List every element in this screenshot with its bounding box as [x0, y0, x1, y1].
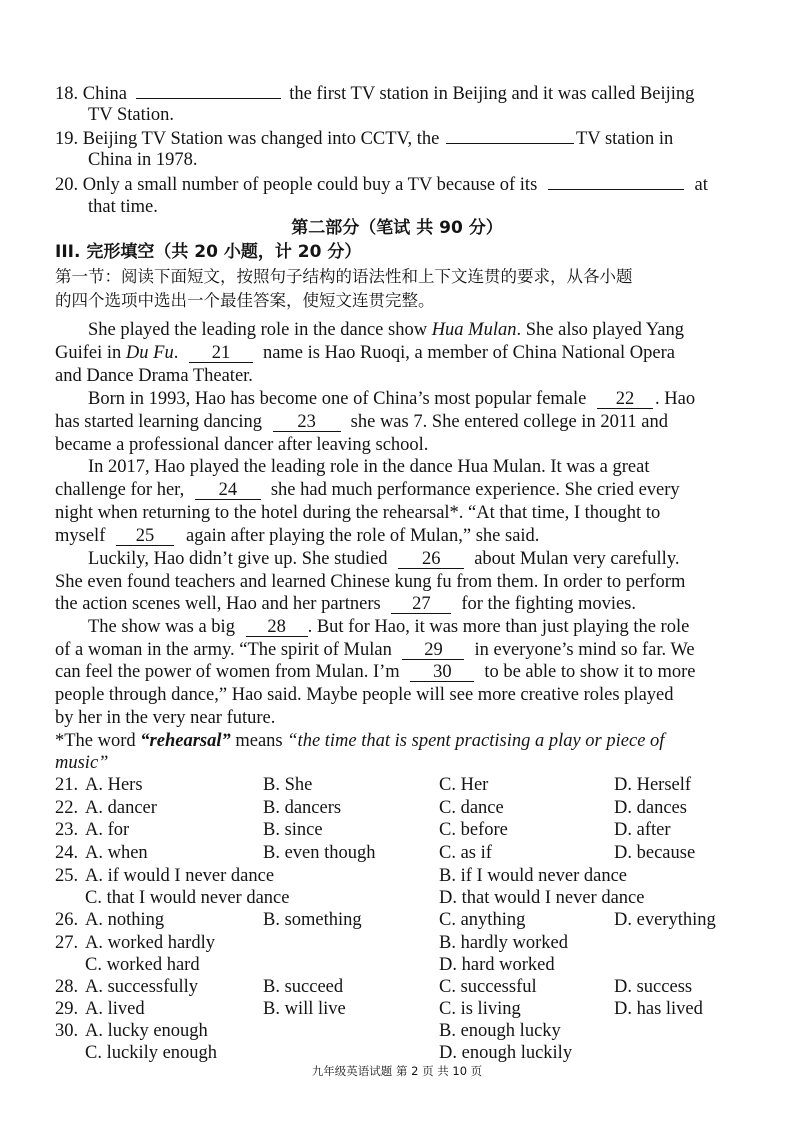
- option-a[interactable]: A. lived: [85, 999, 145, 1019]
- option-a[interactable]: A. if would I never dance: [85, 866, 275, 886]
- option-d[interactable]: D. dances: [614, 798, 687, 818]
- blank-26: 26: [398, 550, 464, 569]
- passage-line: [55, 479, 680, 501]
- blank-24: 24: [195, 481, 261, 500]
- option-number: 30.: [55, 1021, 79, 1041]
- blank-28: 28: [246, 618, 308, 637]
- footnote-definition: music”: [55, 753, 109, 773]
- instruction-line-2: 的四个选项中选出一个最佳答案，使短文连贯完整。: [55, 291, 435, 310]
- question-text: Only a small number of people could buy a TV because of its: [82, 175, 538, 195]
- passage-text: of a woman in the army. “The spirit of Mulan: [55, 640, 392, 660]
- option-d[interactable]: D. everything: [614, 910, 716, 930]
- option-a[interactable]: A. Hers: [85, 775, 143, 795]
- option-b[interactable]: B. She: [263, 775, 313, 795]
- option-a[interactable]: A. nothing: [85, 910, 165, 930]
- option-number: 25.: [55, 866, 79, 886]
- passage-text: Born in 1993, Hao has become one of China’s most popular female: [88, 389, 587, 409]
- option-number: 21.: [55, 775, 79, 795]
- blank-23: 23: [273, 413, 341, 432]
- answer-blank: [136, 82, 281, 99]
- option-b[interactable]: B. enough lucky: [439, 1021, 561, 1041]
- passage-text: Guifei in: [55, 343, 126, 363]
- question-text: that time.: [88, 197, 158, 217]
- passage-text: in everyone’s mind so far. We: [474, 640, 695, 660]
- option-number: 24.: [55, 843, 79, 863]
- option-c[interactable]: C. luckily enough: [85, 1043, 218, 1063]
- passage-line: [55, 525, 539, 547]
- passage-line: [88, 548, 680, 570]
- blank-22: 22: [597, 390, 653, 409]
- passage-text: . Hao: [655, 389, 696, 409]
- option-d[interactable]: D. enough luckily: [439, 1043, 573, 1063]
- blank-27: 27: [391, 595, 451, 614]
- section-title: [55, 241, 361, 263]
- footnote-text: *The word: [55, 731, 141, 751]
- question-20: [55, 173, 708, 196]
- passage-line: night when returning to the hotel during the rehearsal*. “At that time, I thought to: [55, 503, 661, 523]
- passage-line: [88, 388, 695, 410]
- answer-blank: [548, 173, 684, 190]
- option-c[interactable]: C. successful: [439, 977, 537, 997]
- question-text: TV Station.: [88, 105, 174, 125]
- question-text: at: [694, 175, 708, 195]
- part-title: 第二部分（笔试 共 90 分）: [291, 218, 503, 238]
- passage-line: [55, 593, 636, 615]
- passage-line: [55, 342, 675, 364]
- question-18: [55, 82, 694, 105]
- option-d[interactable]: D. hard worked: [439, 955, 555, 975]
- passage-text: can feel the power of women from Mulan. I’m: [55, 662, 400, 682]
- instruction-line-1: 第一节：阅读下面短文，按照句子结构的语法性和上下文连贯的要求，从各小题: [55, 267, 633, 286]
- passage-text: she was 7. She entered college in 2011 and: [350, 412, 668, 432]
- passage-text: She played the leading role in the dance show: [88, 320, 432, 340]
- question-18-cont: [88, 104, 174, 126]
- section-title-text: III. 完形填空（共 20 小题，计 20 分）: [55, 242, 362, 262]
- footnote: [55, 730, 664, 752]
- passage-line: became a professional dancer after leaving school.: [55, 435, 429, 455]
- passage-line: [88, 319, 684, 341]
- blank-29: 29: [402, 641, 464, 660]
- passage-text: myself: [55, 526, 106, 546]
- option-number: 22.: [55, 798, 79, 818]
- footnote-term: “rehearsal”: [140, 731, 231, 751]
- passage-text: for the fighting movies.: [461, 594, 637, 614]
- question-number: 18.: [55, 84, 79, 104]
- passage-text: she had much performance experience. She cried every: [270, 480, 680, 500]
- passage-line: She even found teachers and learned Chinese kung fu from them. In order to perform: [55, 572, 686, 592]
- option-d[interactable]: D. success: [614, 977, 693, 997]
- passage-text: the action scenes well, Hao and her partners: [55, 594, 381, 614]
- option-b[interactable]: B. hardly worked: [439, 933, 568, 953]
- question-text: Beijing TV Station was changed into CCTV, the: [82, 129, 440, 149]
- option-number: 23.: [55, 820, 79, 840]
- option-b[interactable]: B. will live: [263, 999, 346, 1019]
- option-b[interactable]: B. succeed: [263, 977, 344, 997]
- option-b[interactable]: B. dancers: [263, 798, 342, 818]
- option-b[interactable]: B. something: [263, 910, 362, 930]
- option-a[interactable]: A. successfully: [85, 977, 199, 997]
- passage-text: . She also played Yang: [516, 320, 685, 340]
- blank-30: 30: [410, 663, 474, 682]
- option-a[interactable]: A. lucky enough: [85, 1021, 208, 1041]
- blank-25: 25: [116, 527, 174, 546]
- question-text: China: [82, 84, 127, 104]
- passage-line: [55, 639, 695, 661]
- passage-italic: Du Fu: [125, 343, 174, 363]
- passage-text: again after playing the role of Mulan,” she said.: [185, 526, 540, 546]
- question-text: China in 1978.: [88, 150, 198, 170]
- passage-text: Luckily, Hao didn’t give up. She studied: [88, 549, 388, 569]
- passage-text: about Mulan very carefully.: [474, 549, 680, 569]
- option-number: 26.: [55, 910, 79, 930]
- option-number: 27.: [55, 933, 79, 953]
- footnote-definition: “the time that is spent practising a play or piece of: [287, 731, 665, 751]
- option-b[interactable]: B. if I would never dance: [439, 866, 628, 886]
- question-text: TV station in: [576, 129, 674, 149]
- option-c[interactable]: C. worked hard: [85, 955, 200, 975]
- option-b[interactable]: B. even though: [263, 843, 376, 863]
- option-a[interactable]: A. dancer: [85, 798, 157, 818]
- passage-line: by her in the very near future.: [55, 708, 276, 728]
- passage-text: The show was a big: [88, 617, 235, 637]
- footnote-cont: [55, 752, 108, 774]
- option-a[interactable]: A. worked hardly: [85, 933, 215, 953]
- option-c[interactable]: C. as if: [439, 843, 492, 863]
- passage-text: to be able to show it to more: [484, 662, 696, 682]
- option-a[interactable]: A. for: [85, 820, 130, 840]
- option-number: 29.: [55, 999, 79, 1019]
- option-c[interactable]: C. dance: [439, 798, 504, 818]
- option-a[interactable]: A. when: [85, 843, 148, 863]
- passage-text: .: [173, 343, 179, 363]
- passage-line: In 2017, Hao played the leading role in the dance Hua Mulan. It was a great: [88, 457, 650, 477]
- question-number: 20.: [55, 175, 79, 195]
- option-c[interactable]: C. before: [439, 820, 508, 840]
- passage-text: name is Hao Ruoqi, a member of China National Opera: [262, 343, 675, 363]
- question-19: [55, 127, 673, 150]
- blank-21: 21: [189, 344, 253, 363]
- option-c[interactable]: C. Her: [439, 775, 489, 795]
- option-d[interactable]: D. that would I never dance: [439, 888, 645, 908]
- option-c[interactable]: C. is living: [439, 999, 521, 1019]
- option-d[interactable]: D. Herself: [614, 775, 692, 795]
- question-19-cont: [88, 149, 197, 171]
- passage-line: people through dance,” Hao said. Maybe people will see more creative roles played: [55, 685, 674, 705]
- question-text: the first TV station in Beijing and it was called Beijing: [289, 84, 695, 104]
- option-c[interactable]: C. anything: [439, 910, 526, 930]
- footnote-text: means: [230, 731, 288, 751]
- option-d[interactable]: D. after: [614, 820, 671, 840]
- option-b[interactable]: B. since: [263, 820, 323, 840]
- question-number: 19.: [55, 129, 79, 149]
- option-d[interactable]: D. has lived: [614, 999, 703, 1019]
- question-20-cont: [88, 196, 158, 218]
- option-c[interactable]: C. that I would never dance: [85, 888, 290, 908]
- passage-line: [55, 411, 668, 433]
- passage-text: . But for Hao, it was more than just playing the role: [307, 617, 690, 637]
- passage-text: challenge for her,: [55, 480, 185, 500]
- page-footer: 九年级英语试题 第 2 页 共 10 页: [311, 1064, 483, 1078]
- option-d[interactable]: D. because: [614, 843, 696, 863]
- passage-line: [88, 616, 689, 638]
- passage-line: [55, 661, 696, 683]
- answer-blank: [446, 127, 574, 144]
- passage-text: has started learning dancing: [55, 412, 263, 432]
- option-number: 28.: [55, 977, 79, 997]
- passage-line: and Dance Drama Theater.: [55, 366, 253, 386]
- passage-italic: Hua Mulan: [431, 320, 517, 340]
